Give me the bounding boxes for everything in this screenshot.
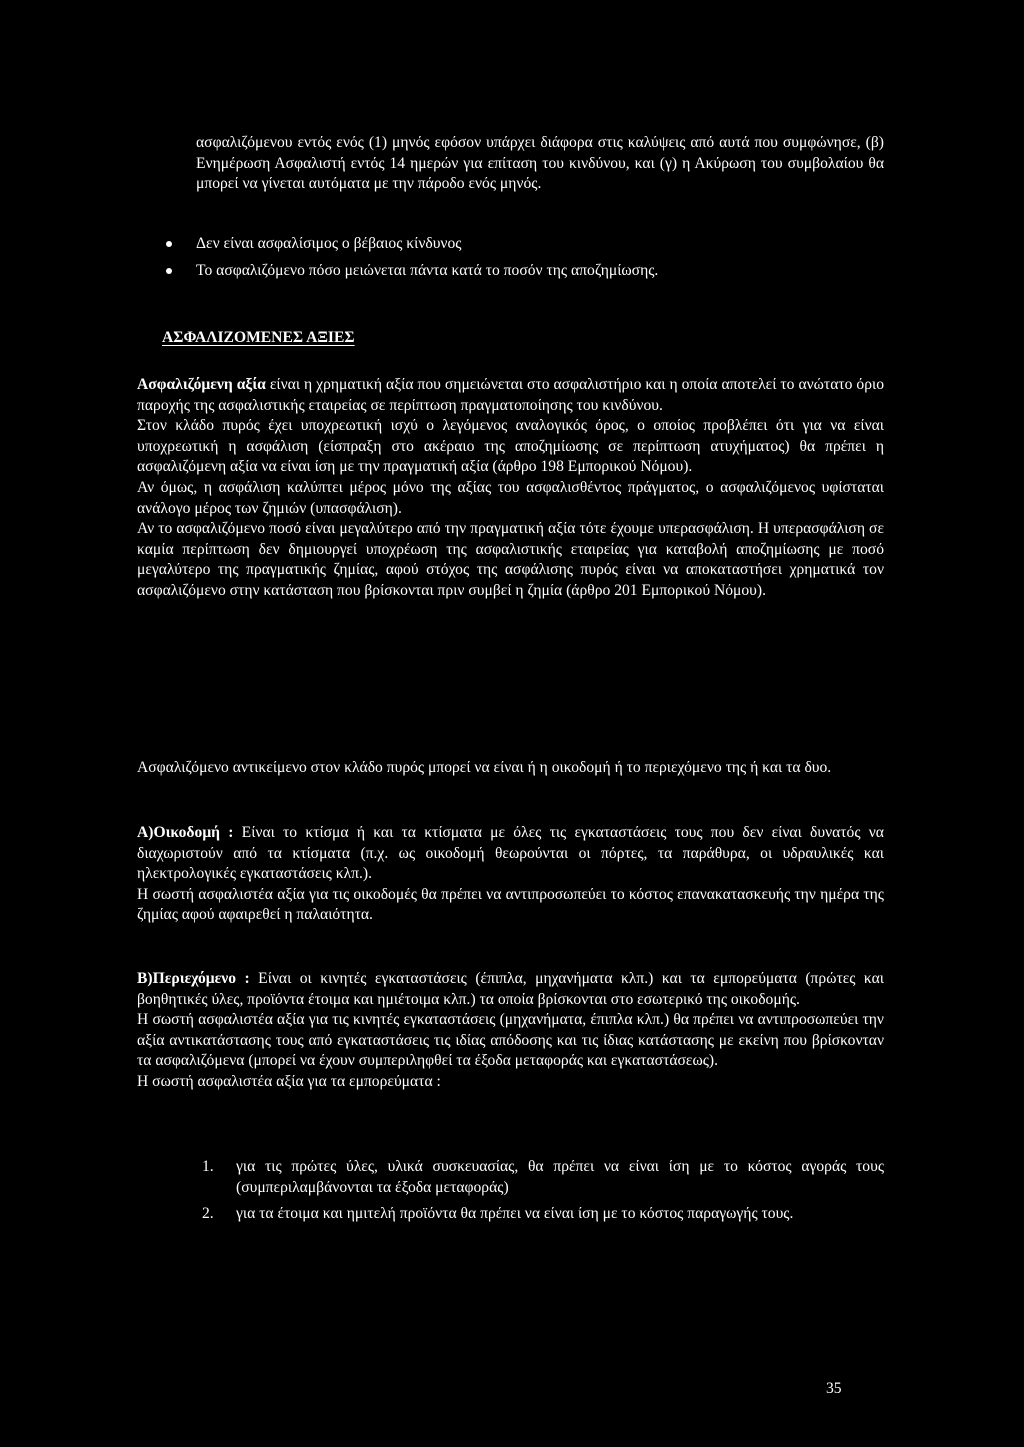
bullet-icon — [166, 241, 172, 247]
bullet-list — [162, 230, 884, 284]
proportional-clause-paragraph: Στον κλάδο πυρός έχει υποχρεωτική ισχύ ο λεγόμενος αναλογικός όρος, ο οποίος προβλέπει ότι για να είναι υποχρεωτική η ασφάλιση (είσπραξη στο ακέραιο της αποζημίωσης σε περίπτωση ατυχήματος) θα πρέπει η ασφαλιζόμενη αξία να είναι ίση με την πραγματική αξία (άρθρο 198 Εμπορικού Νόμου). — [137, 417, 884, 476]
page-number: 35 — [826, 1380, 842, 1397]
building-term: Α)Οικοδομή : — [137, 824, 234, 841]
insured-object-paragraph: Ασφαλιζόμενο αντικείμενο στον κλάδο πυρός μπορεί να είναι ή η οικοδομή ή το περιεχόμενο της ή και τα δυο. — [137, 759, 832, 776]
overinsurance-paragraph: Αν το ασφαλιζόμενο ποσό είναι μεγαλύτερο από την πραγματική αξία τότε έχουμε υπερασφάλιση. Η υπερασφάλιση σε καμία περίπτωση δεν δημιουργεί υποχρέωση της ασφαλιστικής εταιρείας για καταβολή αποζημίωσης με ποσό μεγαλύτερο της πραγματικής ζημίας, αφού στόχος της ασφάλισης πυρός είναι να αποκαταστήσει χρηματικά τον ασφαλιζόμενο στην κατάσταση που βρίσκονται πριν συμβεί η ζημία (άρθρο 201 Εμπορικού Νόμου). — [137, 520, 884, 599]
goods-value-intro: Η σωστή ασφαλιστέα αξία για τα εμπορεύματα : — [137, 1072, 441, 1090]
list-text: για τις πρώτες ύλες, υλικά συσκευασίας, θα πρέπει να είναι ίση με το κόστος αγοράς τους (συμπεριλαμβάνονται τα έξοδα μεταφοράς) — [236, 1158, 884, 1196]
bullet-text: Δεν είναι ασφαλίσιμος ο βέβαιος κίνδυνος — [196, 235, 462, 252]
list-number: 1. — [202, 1158, 214, 1175]
contents-definition — [137, 969, 884, 1010]
section-heading: ΑΣΦΑΛΙΖΟΜΕΝΕΣ ΑΞΙΕΣ — [162, 329, 355, 346]
bullet-icon — [166, 268, 172, 274]
contents-text: Είναι οι κινητές εγκαταστάσεις (έπιπλα, μηχανήματα κλπ.) και τα εμπορεύματα (πρώτες και βοηθητικές ύλες, προϊόντα έτοιμα και ημιέτοιμα κλπ.) τα οποία βρίσκονται στο εσωτερικό της οικοδομής. — [137, 970, 884, 1008]
building-definition — [137, 823, 884, 885]
bullet-text: Το ασφαλιζόμενο πόσο μειώνεται πάντα κατά το ποσόν της αποζημίωσης. — [196, 262, 659, 279]
definition-paragraph — [137, 375, 884, 416]
building-value-paragraph: Η σωστή ασφαλιστέα αξία για τις οικοδομές θα πρέπει να αντιπροσωπεύει το κόστος επανακατασκευής την ημέρα της ζημίας αφού αφαιρεθεί η παλαιότητα. — [137, 885, 884, 924]
list-item — [162, 257, 884, 284]
numbered-list — [202, 1157, 884, 1231]
building-section — [137, 823, 884, 926]
intro-paragraph: ασφαλιζόμενου εντός ενός (1) μηνός εφόσον υπάρχει διάφορα στις καλύψεις από αυτά που συμφώνησε, (β) Ενημέρωση Ασφαλιστή εντός 14 ημερών για επίταση του κινδύνου, και (γ) η Ακύρωση του συμβολαίου θα μπορεί να γίνεται αυτόματα με την πάροδο ενός μηνός. — [196, 134, 884, 193]
list-number: 2. — [202, 1205, 214, 1223]
list-text: για τα έτοιμα και ημιτελή προϊόντα θα πρέπει να είναι ίση με το κόστος παραγωγής τους. — [236, 1205, 794, 1223]
definition-term: Ασφαλιζόμενη αξία — [137, 376, 266, 393]
list-item — [202, 1204, 884, 1225]
list-item — [202, 1157, 884, 1198]
definition-text: είναι η χρηματική αξία που σημειώνεται στο ασφαλιστήριο και η οποία αποτελεί το ανώτατο όριο παροχής της ασφαλιστικής εταιρείας σε περίπτωση πραγματοποίησης του κινδύνου. — [137, 376, 884, 414]
insured-value-section — [137, 375, 884, 602]
underinsurance-paragraph: Αν όμως, η ασφάλιση καλύπτει μέρος μόνο της αξίας του ασφαλισθέντος πράγματος, ο ασφαλιζόμενος υφίσταται ανάλογο μέρος των ζημιών (υπασφάλιση). — [137, 478, 884, 517]
list-item — [162, 230, 884, 257]
contents-section — [137, 969, 884, 1093]
building-text: Είναι το κτίσμα ή και τα κτίσματα με όλες τις εγκαταστάσεις τους που δεν είναι δυνατός να διαχωριστούν από τα κτίσματα (π.χ. ως οικοδομή θεωρούνται οι πόρτες, τα παράθυρα, οι υδραυλικές και ηλεκτρολογικές εγκαταστάσεις κλπ.). — [137, 824, 884, 883]
contents-term: Β)Περιεχόμενο : — [137, 970, 250, 987]
contents-value-paragraph: Η σωστή ασφαλιστέα αξία για τις κινητές εγκαταστάσεις (μηχανήματα, έπιπλα κλπ.) θα πρέπει να αντιπροσωπεύει την αξία αντικατάστασης τους από εγκαταστάσεις τις ιδίας απόδοσης και τις ίδιας κατάστασης με εκείνη που βρίσκονταν τα ασφαλιζόμενα (μπορεί να έχουν συμπεριληφθεί τα έξοδα μεταφοράς και εγκαταστάσεως). — [137, 1011, 884, 1070]
